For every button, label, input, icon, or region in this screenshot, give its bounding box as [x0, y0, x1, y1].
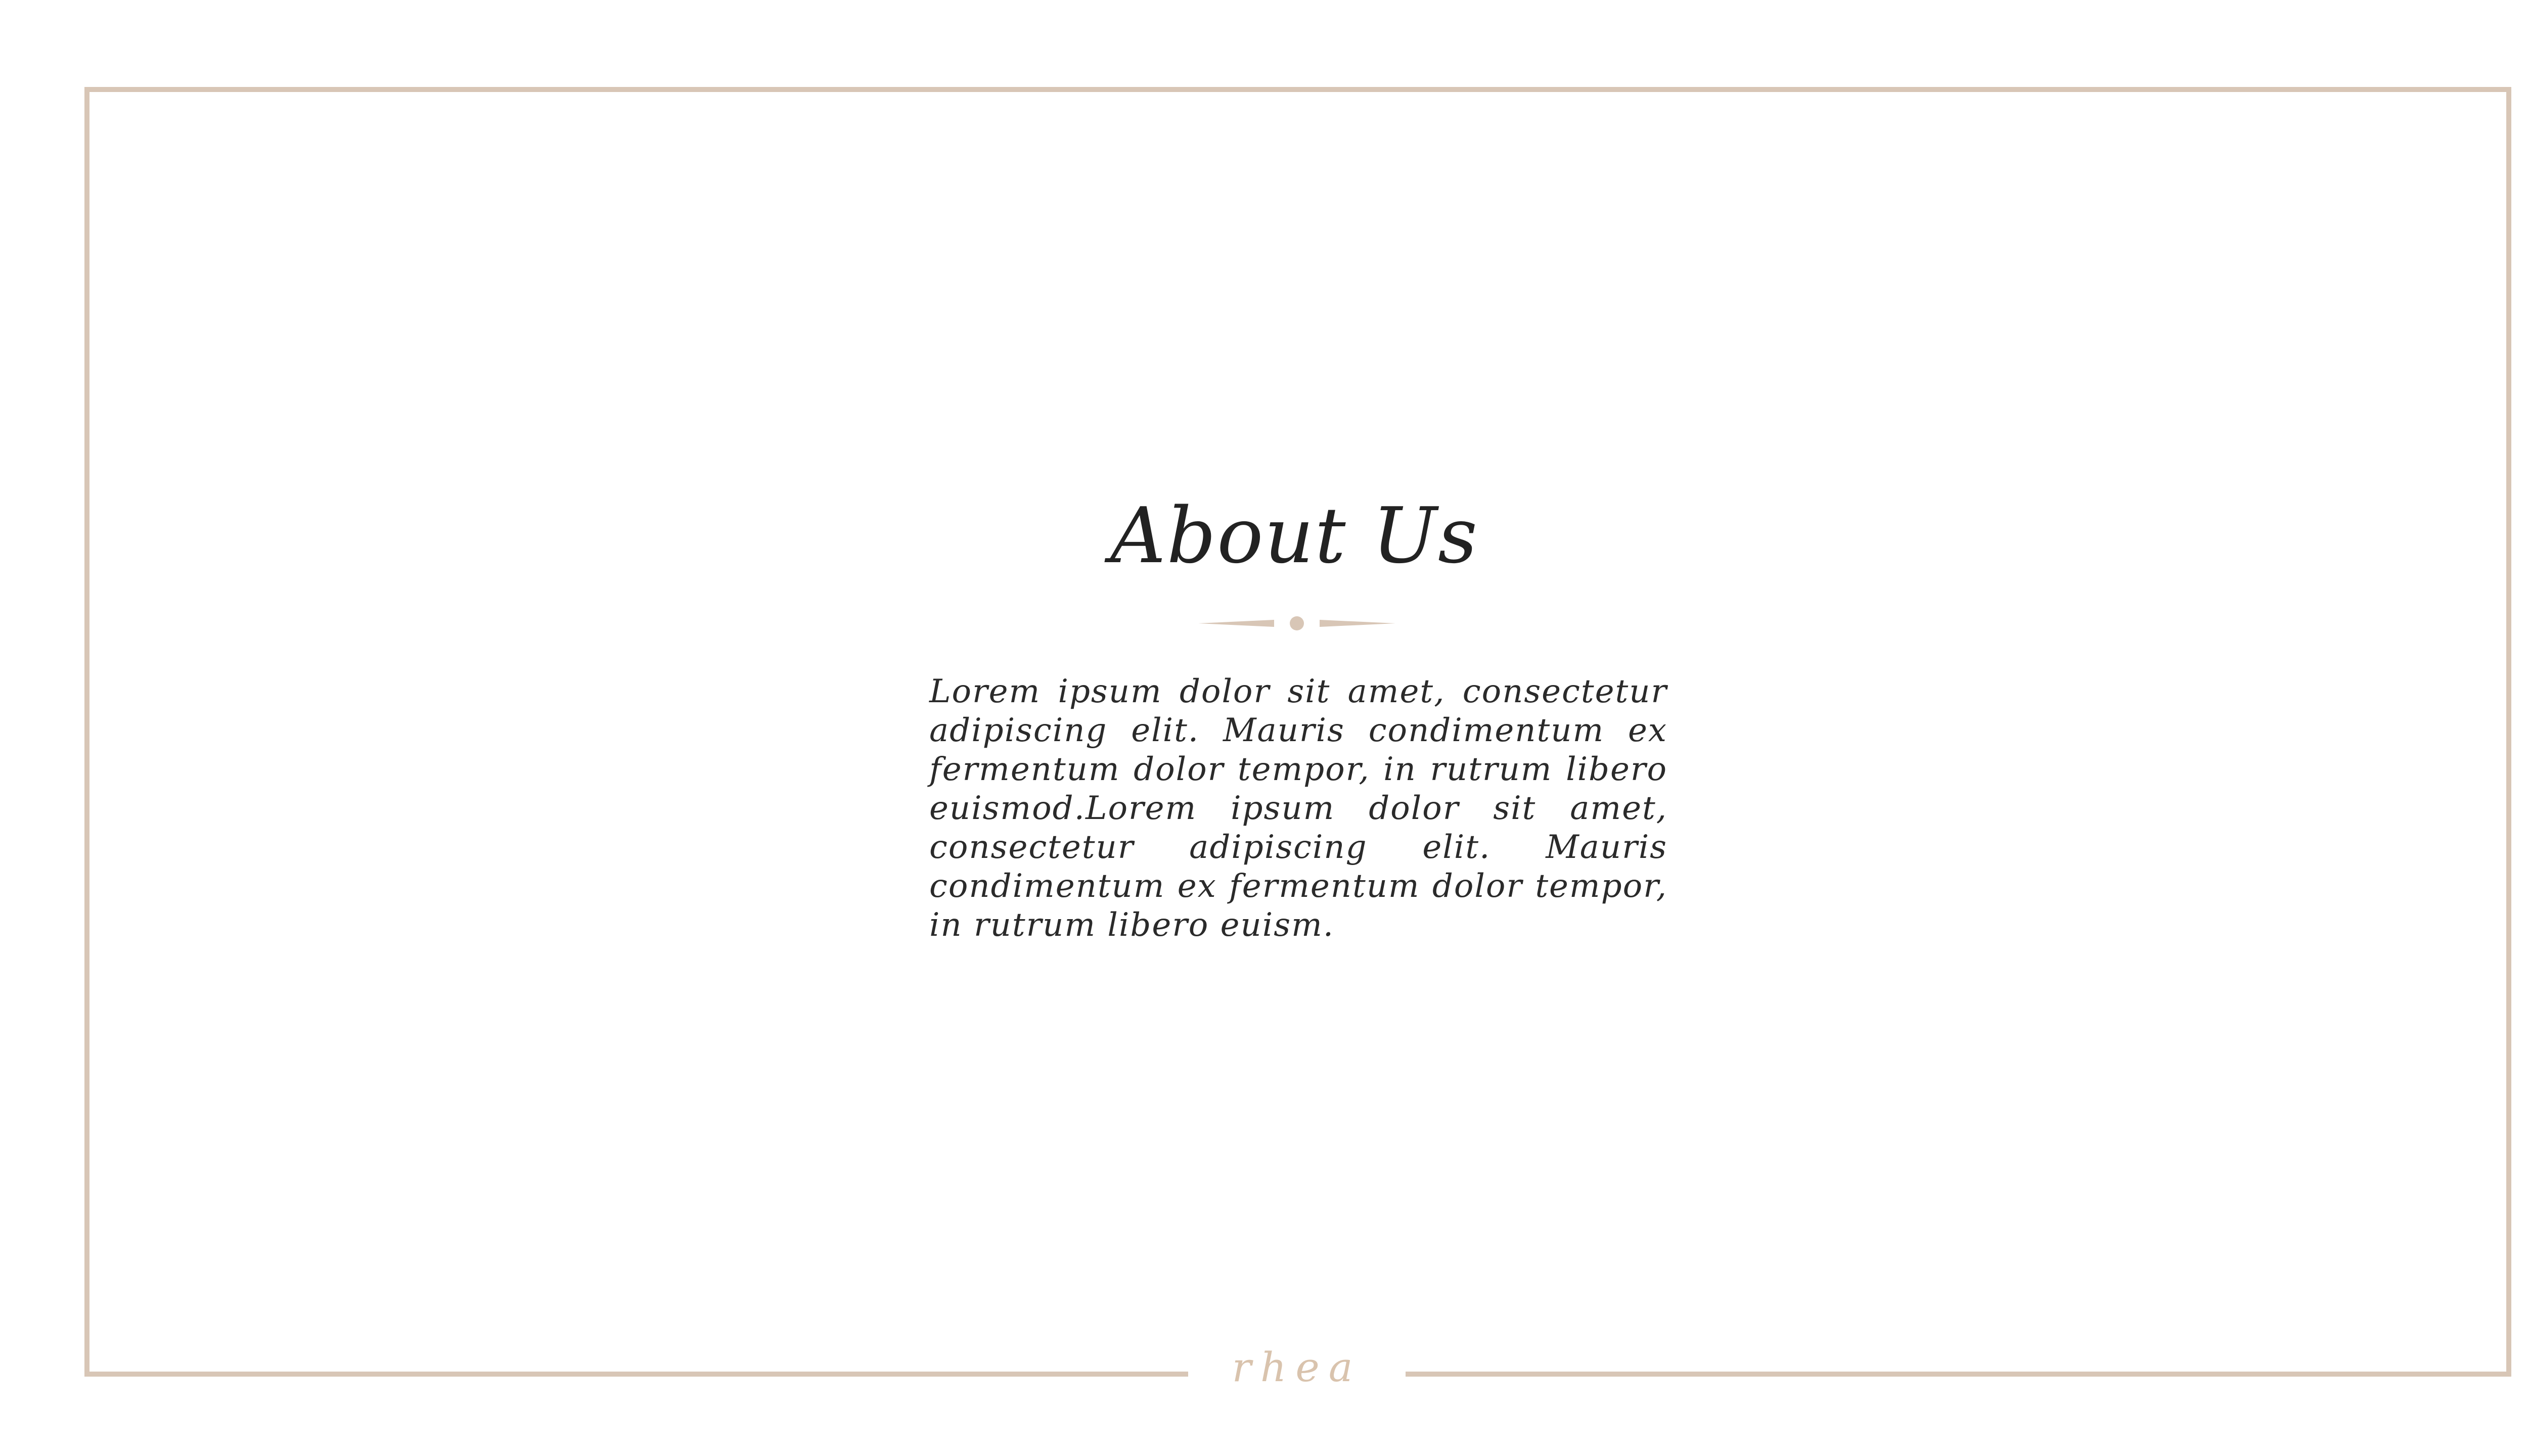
- ornament-divider-icon: [1198, 611, 1395, 636]
- brand-logo: rhea: [1232, 1344, 1362, 1391]
- divider-center-dot: [1290, 616, 1304, 630]
- about-body-text: Lorem ipsum dolor sit amet, consectetur adipiscing elit. Mauris condimentum ex fermentum dolor tempor, in rutrum libero euismod.Lorem ipsum dolor sit amet, consectetur adipiscing elit. Mauris condimentum ex fermentum dolor tempor, in rutrum libero euism.: [929, 673, 1667, 944]
- divider-right-taper: [1320, 620, 1395, 627]
- divider-left-taper: [1198, 620, 1274, 627]
- page-title: About Us: [1110, 491, 1478, 580]
